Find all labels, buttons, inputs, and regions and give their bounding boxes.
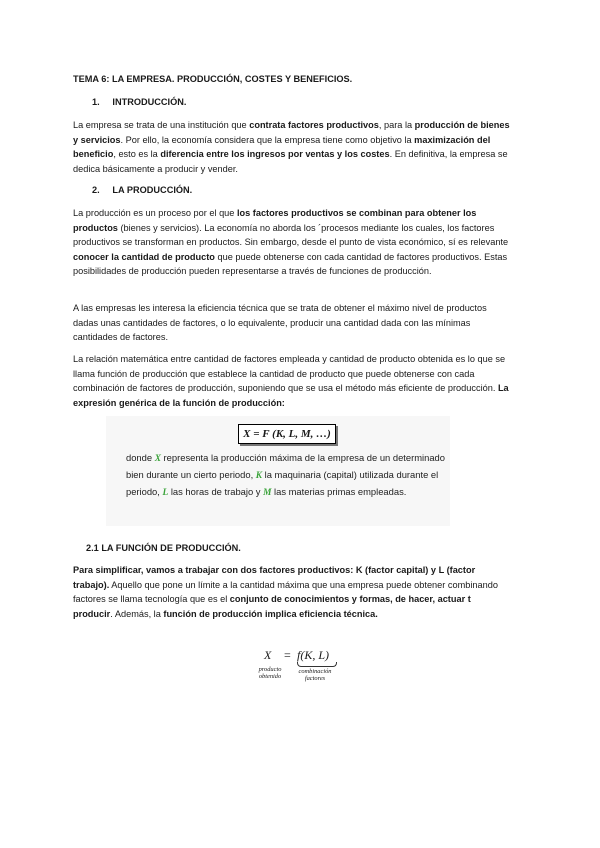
paragraph-funcion: Para simplificar, vamos a trabajar con dos factores productivos: K (factor capital) y L (factor trabajo). Aquello que pone un límite a la cantidad máxima que una empresa puede obtener combinando factores se llama tecnología que es el conjunto de conocimientos y formas, de hacer, actuar t producir. Además, la función de producción implica eficiencia técnica.	[73, 565, 498, 619]
production-function-figure	[106, 416, 450, 526]
equation-lhs-label: producto obtenido	[258, 666, 282, 680]
section-heading-introduccion: 1. INTRODUCCIÓN.	[92, 97, 187, 107]
equation-lhs: X	[264, 648, 272, 662]
production-formula: X = F (K, L, M, …)	[238, 424, 336, 444]
paragraph-relacion: La relación matemática entre cantidad de factores empleada y cantidad de producto obtenida es lo que se llama función de producción que establece la cantidad de producto que puede obtenerse con cada combinación de factores de producción, suponiendo que se usa el método más eficiente de producción. La expresión genérica de la función de producción:	[73, 354, 509, 408]
figure-caption: donde X representa la producción máxima de la empresa de un determinado bien durante un cierto periodo, K la maquinaria (capital) utilizada durante el periodo, L las horas de trabajo y M las materias primas empleadas.	[126, 452, 445, 498]
paragraph-introduccion: La empresa se trata de una institución que contrata factores productivos, para la producción de bienes y servicios. Por ello, la economía considera que la empresa tiene como objetivo la maximización del beneficio, esto es la diferencia entre los ingresos por ventas y los costes. En definitiva, la empresa se dedica básicamente a producir y vender.	[73, 120, 510, 174]
paragraph-eficiencia: A las empresas les interesa la eficiencia técnica que se trata de obtener el máximo nivel de productos dadas unas cantidades de factores, o lo equivalente, producir una cantidad dada con las mínimas cantidades de factores.	[73, 303, 487, 342]
section-heading-funcion: 2.1 LA FUNCIÓN DE PRODUCCIÓN.	[86, 543, 241, 553]
equation-equals: =	[284, 648, 291, 662]
production-equation	[250, 648, 360, 690]
equation-brace	[297, 662, 337, 667]
document-title: TEMA 6: LA EMPRESA. PRODUCCIÓN, COSTES Y BENEFICIOS.	[73, 74, 353, 84]
paragraph-produccion: La producción es un proceso por el que los factores productivos se combinan para obtener los productos (bienes y servicios). La economía no aborda los ´procesos mediante los cuales, los factores productivos se transforman en productos. Sin embargo, desde el punto de vista económico, sí es relevante conocer la cantidad de producto que puede obtenerse con cada cantidad de factores productivos. Estas posibilidades de producción pueden representarse a través de funciones de producción.	[73, 208, 509, 276]
equation-rhs-label: combinación factores	[298, 668, 332, 682]
section-heading-produccion: 2. LA PRODUCCIÓN.	[92, 185, 193, 195]
equation-rhs: f(K, L)	[297, 648, 330, 662]
